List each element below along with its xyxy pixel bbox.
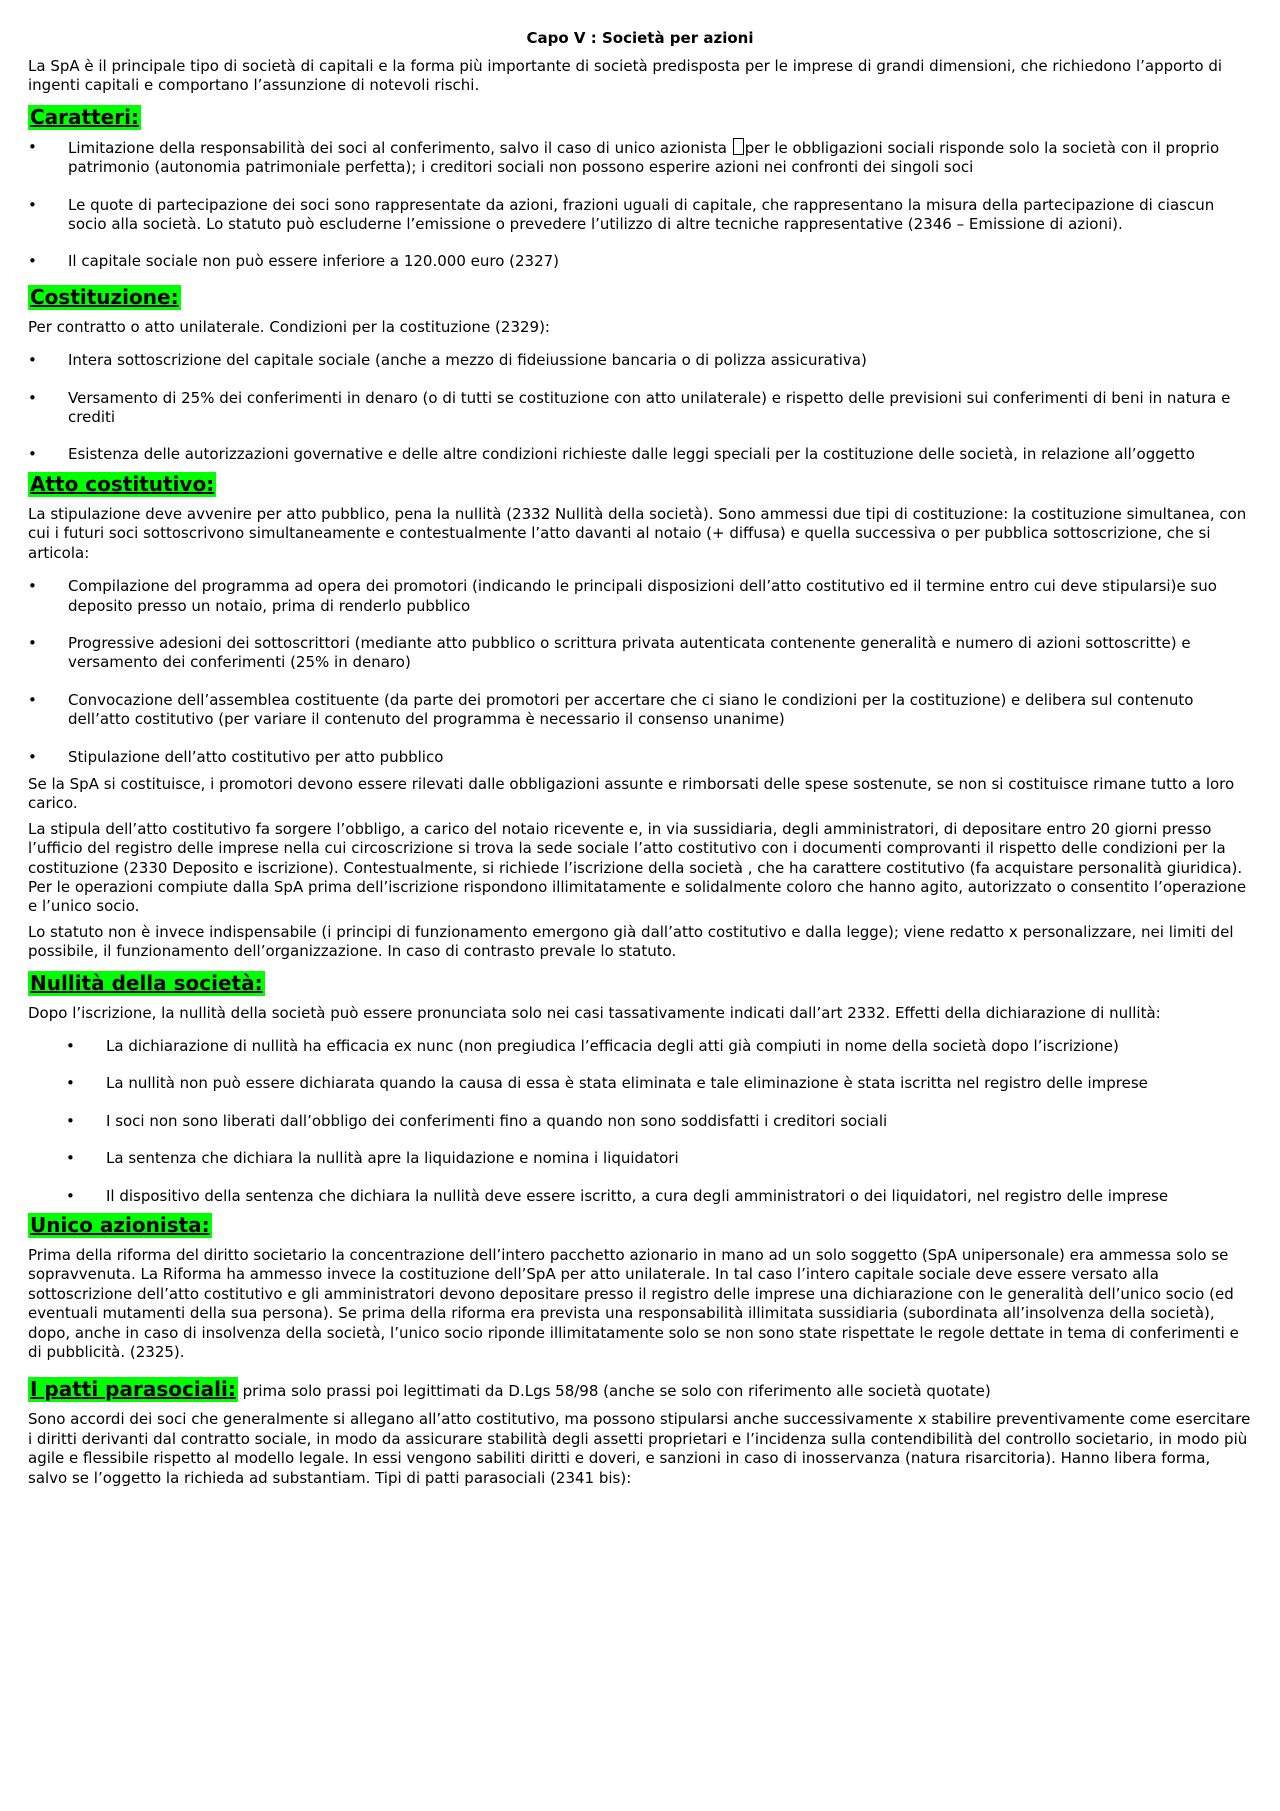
list-item: • Il capitale sociale non può essere inferiore a 120.000 euro (2327) <box>28 252 560 271</box>
bullet-icon: • <box>28 195 37 214</box>
nullita-intro: Dopo l’iscrizione, la nullità della società può essere pronunciata solo nei casi tassativamente indicati dall’art 2332. Effetti della dichiarazione di nullità: <box>28 1003 1161 1022</box>
list-item: • Limitazione della responsabilità dei soci al conferimento, salvo il caso di unico azionista per le obbligazioni sociali risponde solo la società con il proprio patrimonio (autonomia patrimoniale perfetta); i creditori sociali non possono esperire azioni nei confronti dei singoli soci <box>28 137 1220 177</box>
patti-heading-note: prima solo prassi poi legittimati da D.Lgs 58/98 (anche se solo con riferimento alle società quotate) <box>237 1382 991 1401</box>
costituzione-list <box>28 351 1252 465</box>
bullet-icon: • <box>66 1074 75 1093</box>
atto-paragraph-promotori: Se la SpA si costituisce, i promotori devono essere rilevati dalle obbligazioni assunte e rimborsati delle spese sostenute, se non si costituisce rimane tutto a loro carico. <box>28 774 1235 813</box>
atto-paragraph-statuto: Lo statuto non è invece indispensabile (i principi di funzionamento emergono già dall’atto costitutivo e dalla legge); viene redatto x personalizzare, nei limiti del possibile, il funzionamento dell’organizzazione. In caso di contrasto prevale lo statuto. <box>28 922 1234 961</box>
list-item: • La nullità non può essere dichiarata quando la causa di essa è stata eliminata e tale eliminazione è stata iscritta nel registro delle imprese <box>66 1074 1148 1093</box>
nullita-list <box>28 1037 1252 1206</box>
list-item: • Versamento di 25% dei conferimenti in denaro (o di tutti se costituzione con atto unilaterale) e rispetto delle previsioni sui conferimenti di beni in natura e crediti <box>28 388 1231 427</box>
list-item: • Intera sottoscrizione del capitale sociale (anche a mezzo di fideiussione bancaria o di polizza assicurativa) <box>28 351 867 370</box>
section-heading-caratteri: Caratteri: <box>30 104 139 129</box>
bullet-icon: • <box>66 1186 75 1205</box>
page-title: Capo V : Società per azioni <box>526 29 754 47</box>
list-item: • Progressive adesioni dei sottoscrittori (mediante atto pubblico o scrittura privata autenticata contenente generalità e numero di azioni sottoscritte) e versamento dei conferimenti (25% in denaro) <box>28 633 1191 672</box>
bullet-icon: • <box>28 388 37 407</box>
list-item: • Esistenza delle autorizzazioni governative e delle altre condizioni richieste dalle leggi speciali per la costituzione delle società, in relazione all’oggetto <box>28 445 1195 464</box>
bullet-icon: • <box>66 1111 75 1130</box>
list-item: • La sentenza che dichiara la nullità apre la liquidazione e nomina i liquidatori <box>66 1149 679 1168</box>
atto-paragraph-deposito: La stipula dell’atto costitutivo fa sorgere l’obbligo, a carico del notaio ricevente e, in via sussidiaria, degli amministratori, di depositare entro 20 giorni presso l’ufficio del registro delle imprese nella cui circoscrizione si trova la sede sociale l’atto costitutivo con i documenti comprovanti il rispetto delle condizioni per la costituzione (2330 Deposito e iscrizione). Contestualmente, si richiede l’iscrizione della società , che ha carattere costitutivo (fa acquistare personalità giuridica). Per le operazioni compiute dalla SpA prima dell’iscrizione rispondono illimitatamente e solidalmente coloro che hanno agito, autorizzato o consentito l’operazione e l’unico socio. <box>28 819 1247 916</box>
list-item: • Il dispositivo della sentenza che dichiara la nullità deve essere iscritto, a cura degli amministratori o dei liquidatori, nel registro delle imprese <box>66 1186 1169 1205</box>
bullet-icon: • <box>28 445 37 464</box>
intro-paragraph: La SpA è il principale tipo di società di capitali e la forma più importante di società predisposta per le imprese di grandi dimensioni, che richiedono l’apporto di ingenti capitali e comportano l’assunzione di notevoli rischi. <box>28 57 1223 95</box>
costituzione-intro: Per contratto o atto unilaterale. Condizioni per la costituzione (2329): <box>28 317 550 336</box>
bullet-icon: • <box>28 690 37 709</box>
bullet-icon: • <box>28 633 37 652</box>
atto-list <box>28 577 1252 767</box>
list-item: • I soci non sono liberati dall’obbligo dei conferimenti fino a quando non sono soddisfatti i creditori sociali <box>66 1111 888 1130</box>
list-item: • Le quote di partecipazione dei soci sono rappresentate da azioni, frazioni uguali di capitale, che rappresentano la misura della partecipazione di ciascun socio alla società. Lo statuto può escluderne l’emissione o prevedere l’utilizzo di altre tecniche rappresentative (2346 – Emissione di azioni). <box>28 195 1215 234</box>
section-heading-costituzione: Costituzione: <box>30 284 179 309</box>
bullet-icon: • <box>28 747 37 766</box>
list-item: • Compilazione del programma ad opera dei promotori (indicando le principali disposizioni dell’atto costitutivo ed il termine entro cui deve stipularsi)e suo deposito presso un notaio, prima di renderlo pubblico <box>28 577 1217 615</box>
section-heading-patti-parasociali: I patti parasociali: <box>30 1377 236 1402</box>
atto-intro: La stipulazione deve avvenire per atto pubblico, pena la nullità (2332 Nullità della società). Sono ammessi due tipi di costituzione: la costituzione simultanea, con cui i futuri soci sottoscrivono simultaneamente e contestualmente l’atto davanti al notaio (+ diffusa) e quella successiva o per pubblica sottoscrizione, che si articola: <box>28 504 1247 562</box>
patti-paragraph: Sono accordi dei soci che generalmente si allegano all’atto costitutivo, ma possono stipularsi anche successivamente x stabilire preventivamente come esercitare i diritti derivanti dal contratto sociale, in modo da assicurare stabilità degli assetti proprietari e l’incidenza sulla contendibilità del controllo societario, in modo più agile e flessibile rispetto al modello legale. In essi vengono sabiliti diritti e doveri, e sanzioni in caso di inosservanza (natura risarcitoria). Hanno libera forma, salvo se l’oggetto la richieda ad substantiam. Tipi di patti parasociali (2341 bis): <box>28 1410 1251 1487</box>
bullet-icon: • <box>28 137 37 156</box>
section-heading-nullita: Nullità della società: <box>30 970 263 995</box>
bullet-icon: • <box>28 577 37 596</box>
section-heading-atto-costitutivo: Atto costitutivo: <box>30 471 215 496</box>
list-item: • Stipulazione dell’atto costitutivo per atto pubblico <box>28 747 444 766</box>
caratteri-list <box>28 138 1252 272</box>
list-item: • La dichiarazione di nullità ha efficacia ex nunc (non pregiudica l’efficacia degli atti già compiuti in nome della società dopo l’iscrizione) <box>66 1037 1119 1055</box>
bullet-icon: • <box>66 1149 75 1168</box>
list-item: • Convocazione dell’assemblea costituente (da parte dei promotori per accertare che ci siano le condizioni per la costituzione) e delibera sul contenuto dell’atto costitutivo (per variare il contenuto del programma è necessario il consenso unanime) <box>28 690 1194 729</box>
missing-glyph-icon <box>733 138 744 155</box>
bullet-icon: • <box>28 252 37 271</box>
unico-paragraph: Prima della riforma del diritto societario la concentrazione dell’intero pacchetto azionario in mano ad un solo soggetto (SpA unipersonale) era ammessa solo se sopravvenuta. La Riforma ha ammesso invece la costituzione dell’SpA per atto unilaterale. In tal caso l’intero capitale sociale deve essere versato alla sottoscrizione dell’atto costitutivo e gli amministratori devono depositare presso il registro delle imprese una dichiarazione con le generalità dell’unico socio (ed eventuali mutamenti della sua persona). Se prima della riforma era prevista una responsabilità illimitata sussidiaria (subordinata all’insolvenza della società), dopo, anche in caso di insolvenza della società, l’unico socio riponde illimitatamente solo se non sono state rispettate le regole dettate in tema di conferimenti e di pubblicità. (2325). <box>28 1246 1239 1362</box>
bullet-icon: • <box>28 351 37 370</box>
section-heading-unico-azionista: Unico azionista: <box>30 1213 210 1238</box>
bullet-icon: • <box>66 1037 75 1055</box>
